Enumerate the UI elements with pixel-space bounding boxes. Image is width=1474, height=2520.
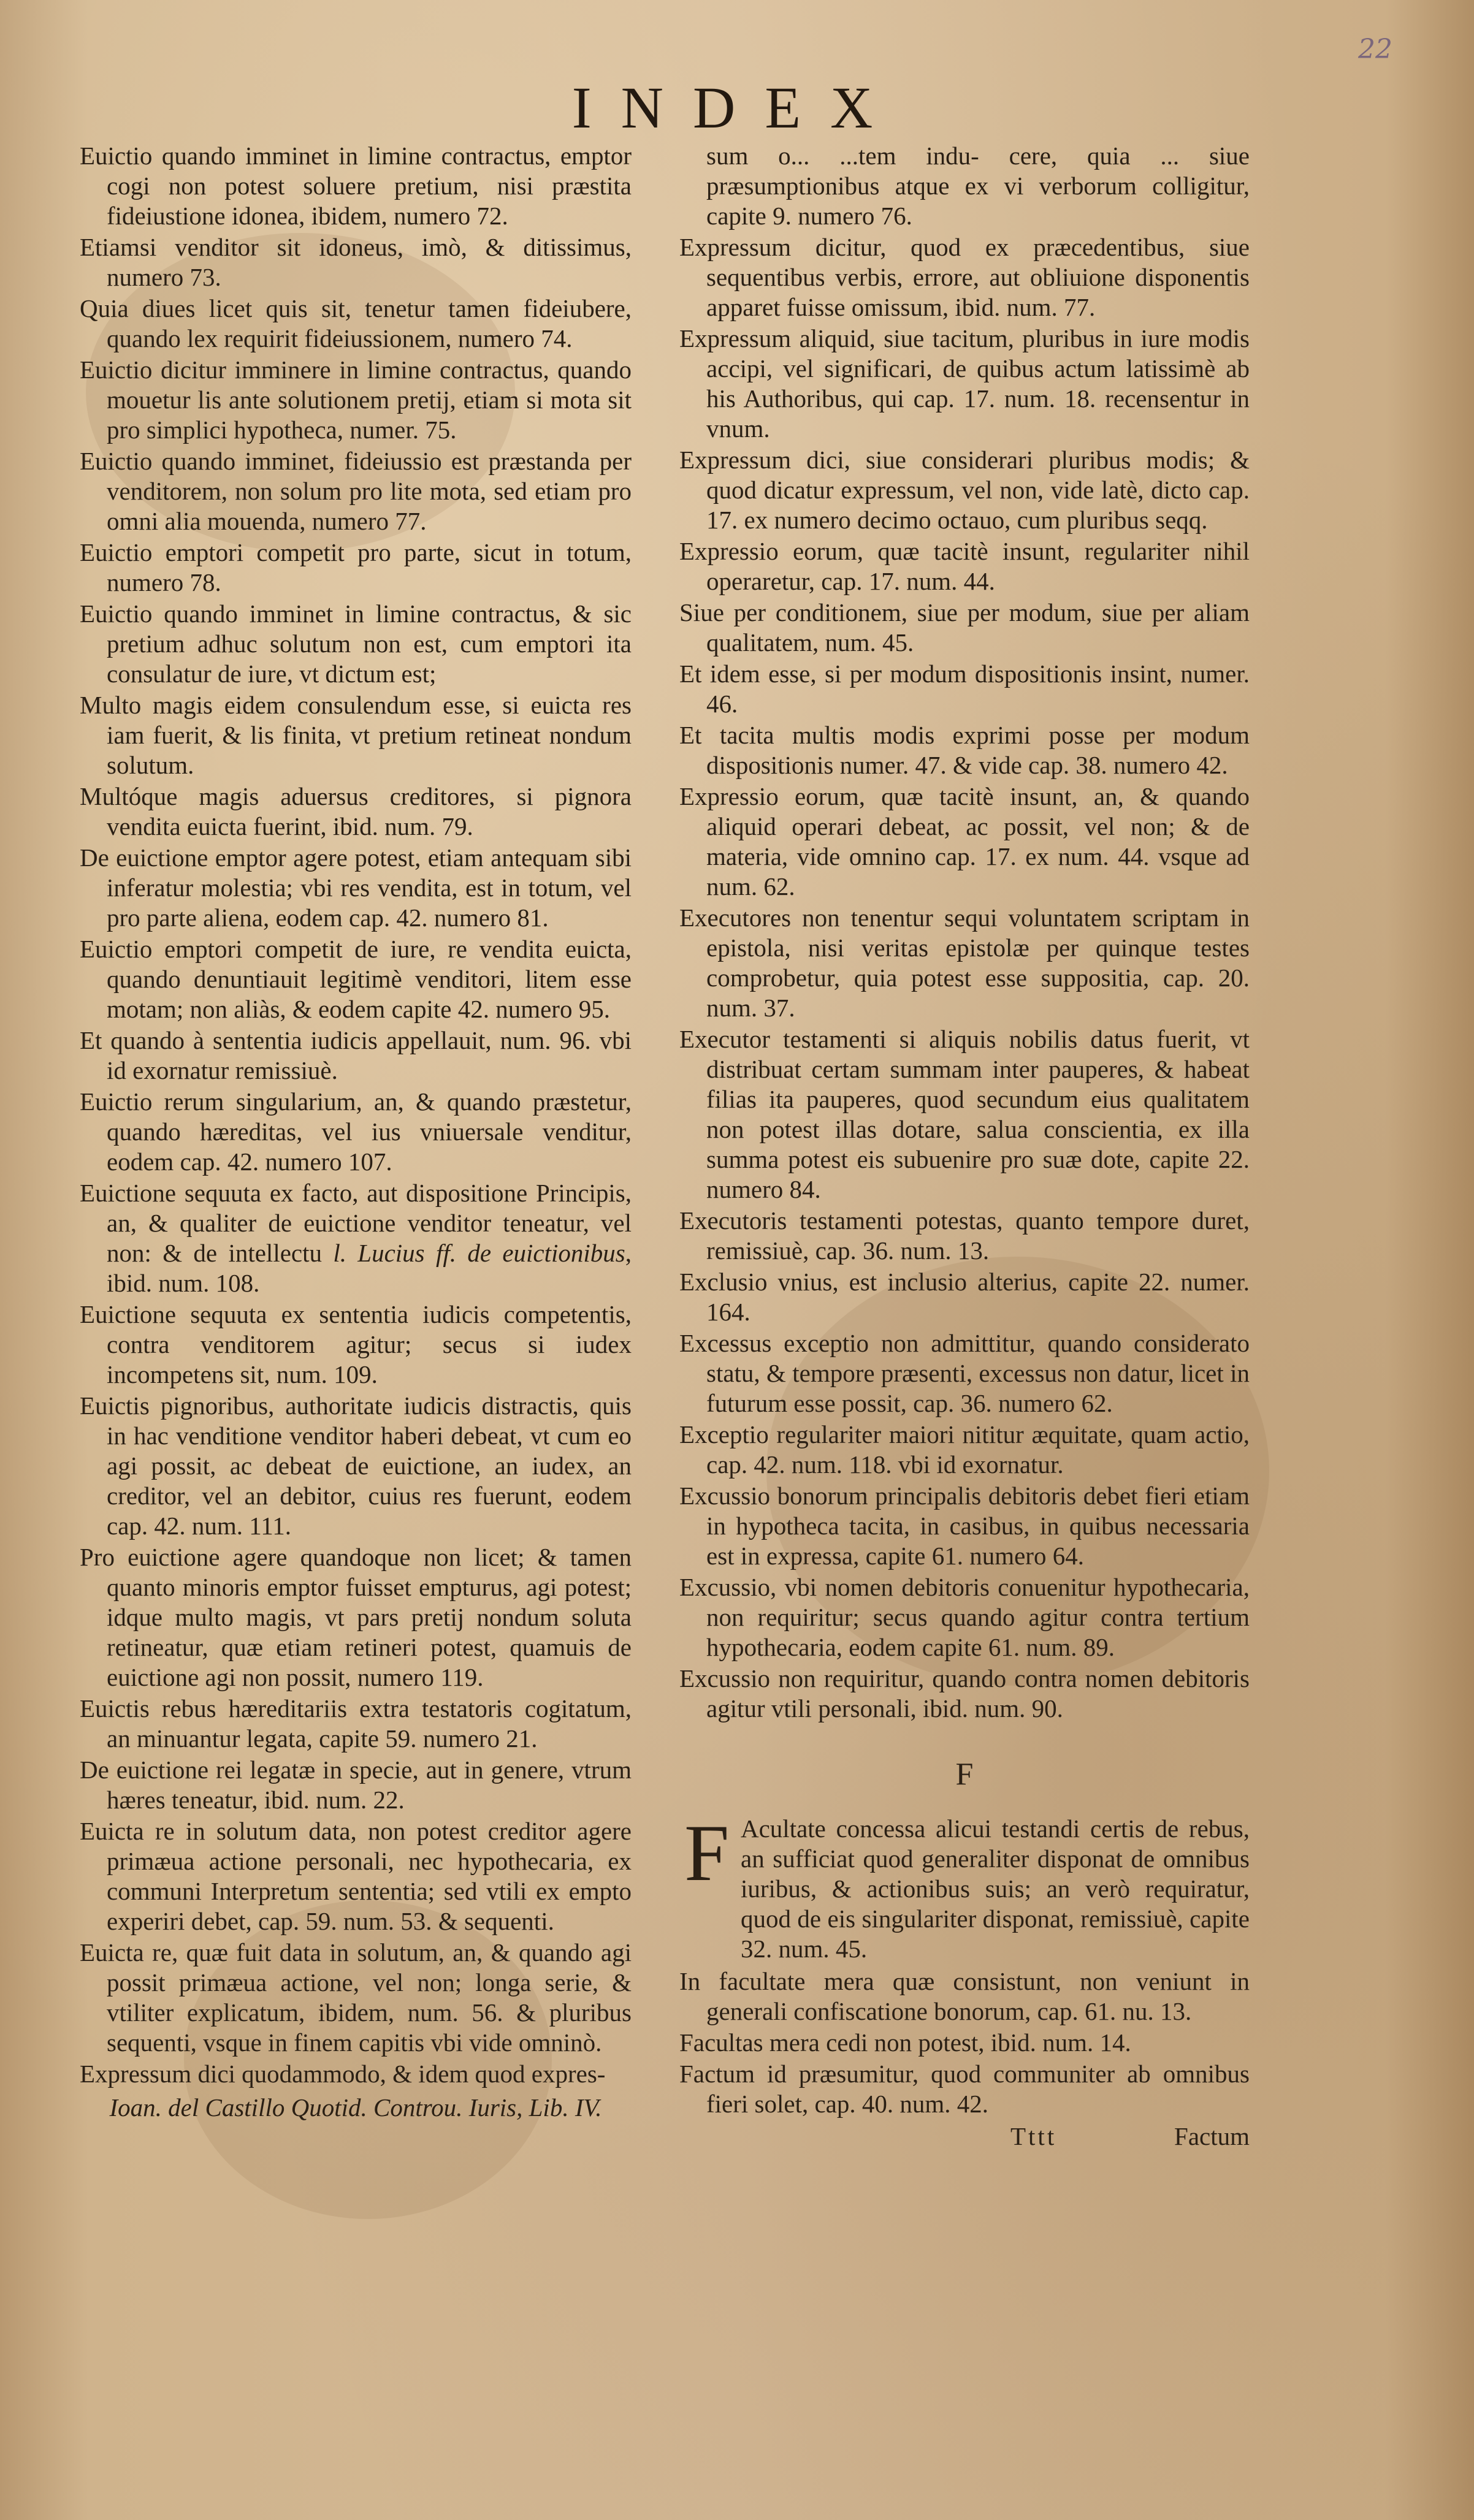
index-entry: Exceptio regulariter maiori nititur æquitate, quam actio, cap. 42. num. 118. vbi id exornatur. (679, 1420, 1250, 1479)
index-entry: De euictione rei legatæ in specie, aut in genere, vtrum hæres teneatur, ibid. num. 22. (80, 1756, 632, 1814)
index-entry: Excussio bonorum principalis debitoris debet fieri etiam in hypotheca tacita, in casibus, in quibus necessaria est in expressa, capite 61. numero 64. (679, 1482, 1250, 1570)
index-entry: Et idem esse, si per modum dispositionis insint, numer. 46. (679, 660, 1250, 718)
page-footer-title: Ioan. del Castillo Quotid. Controu. Iuris, Lib. IV. (109, 2093, 602, 2122)
index-entry: Excussio non requiritur, quando contra nomen debitoris agitur vtili personali, ibid. num. 90. (679, 1664, 1250, 1723)
index-entry: Euictio dicitur imminere in limine contractus, quando mouetur lis ante solutionem pretij, etiam si mota sit pro simplici hypotheca, numer. 75. (80, 356, 632, 444)
index-entry: Expressio eorum, quæ tacitè insunt, an, & quando aliquid operari debeat, ac possit, vel non; & de materia, vide omnino cap. 17. ex num. 44. vsque ad num. 62. (679, 782, 1250, 900)
entry-text: Euictione sequuta ex facto, aut dispositione Principis, an, & qualiter de euictione venditor teneatur, vel non: & de intellectu (80, 1179, 632, 1267)
folio-number: 22 (1358, 34, 1392, 65)
index-entry: Euictio emptori competit de iure, re vendita euicta, quando denuntiauit legitimè venditori, litem esse motam; non aliàs, & eodem capite 42. numero 95. (80, 935, 632, 1023)
index-entry: Euicta re in solutum data, non potest creditor agere primæua actione personali, nec hypothecaria, ex communi Interpretum sententia; sed vtili ex empto experiri debet, cap. 59. num. 53. & sequenti. (80, 1817, 632, 1935)
left-column (80, 141, 632, 2148)
index-entry: Expressum dici quodammodo, & idem quod expres- (80, 2060, 606, 2088)
index-entry: In facultate mera quæ consistunt, non veniunt in generali confiscatione bonorum, cap. 61. nu. 13. (679, 1967, 1250, 2025)
index-entry: Factum id præsumitur, quod communiter ab omnibus fieri solet, cap. 40. num. 42. (679, 2060, 1250, 2118)
signature-mark: Tttt (1010, 2122, 1057, 2150)
index-entry: Executores non tenentur sequi voluntatem scriptam in epistola, nisi veritas epistolæ per quinque testes comprobetur, quia potest esse suppositia, cap. 20. num. 37. (679, 904, 1250, 1022)
right-column (679, 141, 1250, 2153)
index-entry: Executor testamenti si aliquis nobilis datus fuerit, vt distribuat certam summam inter pauperes, & habeat filias ita pauperes, quod secundum eius qualitatem non potest illas dotare, salua conscientia, ex illa summa potest eis subuenire pro suæ dote, capite 22. numero 84. (679, 1025, 1250, 1203)
index-entry-continued: sum o... ...tem indu- cere, quia ... siue præsumptionibus atque ex vi verborum colligitur, capite 9. numero 76. (706, 142, 1250, 230)
index-entry: Euictio quando imminet in limine contractus, & sic pretium adhuc solutum non est, cum emptori ita consulatur de iure, vt dictum est; (80, 600, 632, 688)
index-entry: Euictio emptori competit pro parte, sicut in totum, numero 78. (80, 538, 632, 596)
index-entry: Euicta re, quæ fuit data in solutum, an, & quando agi possit primæua actione, vel non; longa serie, & vtiliter explicatum, ibidem, num. 56. & pluribus sequenti, vsque in finem capitis vbi vide omninò. (80, 1938, 632, 2057)
index-entry: Euictione sequuta ex sententia iudicis competentis, contra venditorem agitur; secus si iudex incompetens sit, num. 109. (80, 1300, 632, 1388)
index-entry: Facultas mera cedi non potest, ibid. num. 14. (679, 2028, 1131, 2057)
index-entry: Euictio rerum singularium, an, & quando præstetur, quando hæreditas, vel ius vniuersale venditur, eodem cap. 42. numero 107. (80, 1087, 632, 1176)
index-entry: Expressum dici, siue considerari pluribus modis; & quod dicatur expressum, vel non, vide latè, dicto cap. 17. ex numero decimo octauo, cum pluribus seqq. (679, 446, 1250, 534)
index-entry: Et quando à sententia iudicis appellauit, num. 96. vbi id exornatur remissiuè. (80, 1026, 632, 1084)
index-entry: Expressum aliquid, siue tacitum, pluribus in iure modis accipi, vel significari, de quibus actum latissimè ab his Authoribus, qui cap. 17. num. 18. recensentur in vnum. (679, 324, 1250, 443)
drop-cap-letter: F (684, 1808, 730, 1898)
index-entry: Exclusio vnius, est inclusio alterius, capite 22. numer. 164. (679, 1268, 1250, 1326)
index-entry: Et tacita multis modis exprimi posse per modum dispositionis numer. 47. & vide cap. 38. numero 42. (679, 721, 1250, 779)
running-title: INDEX (571, 75, 903, 140)
index-entry: Excussio, vbi nomen debitoris conuenitur hypothecaria, non requiritur; secus quando agitur contra tertium hypothecaria, eodem capite 61. num. 89. (679, 1573, 1250, 1661)
index-entry: Executoris testamenti potestas, quanto tempore duret, remissiuè, cap. 36. num. 13. (679, 1206, 1250, 1265)
index-entry: Multóque magis aduersus creditores, si pignora vendita euicta fuerint, ibid. num. 79. (80, 782, 632, 840)
entry-text: , ibid. num. 108. (107, 1239, 632, 1297)
index-entry: Euictio quando imminet, fideiussio est præstanda per venditorem, non solum pro lite mota, sed etiam pro omni alia mouenda, numero 77. (80, 447, 632, 535)
index-entry: Expressum dicitur, quod ex præcedentibus, siue sequentibus verbis, errore, aut obliuione disponentis apparet fuisse omissum, ibid. num. 77. (679, 233, 1250, 321)
index-entry: Expressio eorum, quæ tacitè insunt, regulariter nihil operaretur, cap. 17. num. 44. (679, 537, 1250, 595)
section-letter-heading: F (955, 1757, 974, 1792)
index-entry (80, 1178, 632, 1298)
index-entry: Multo magis eidem consulendum esse, si euicta res iam fuerit, & lis finita, vt pretium retineat nondum solutum. (80, 691, 632, 779)
index-entry: Euictio quando imminet in limine contractus, emptor cogi non potest soluere pretium, nisi præstita fideiustione idonea, ibidem, numero 72. (80, 142, 632, 230)
index-entry: Etiamsi venditor sit idoneus, imò, & ditissimus, numero 73. (80, 233, 632, 291)
index-entry: Euictis rebus hæreditariis extra testatoris cogitatum, an minuantur legata, capite 59. numero 21. (80, 1694, 632, 1753)
index-entry-dropcap (679, 1808, 1250, 1964)
index-entry: Siue per conditionem, siue per modum, siue per aliam qualitatem, num. 45. (679, 598, 1250, 657)
index-entry: Pro euictione agere quandoque non licet; & tamen quanto minoris emptor fuisset empturus, agi potest; idque multo magis, vt pars pretij nondum soluta retineatur, quæ etiam retineri potest, quamuis de euictione agi non possit, numero 119. (80, 1543, 632, 1691)
index-entry: De euictione emptor agere potest, etiam antequam sibi inferatur molestia; vbi res vendita, est in totum, vel pro parte aliena, eodem cap. 42. numero 81. (80, 843, 632, 932)
index-entry: Quia diues licet quis sit, tenetur tamen fideiubere, quando lex requirit fideiussionem, numero 74. (80, 294, 632, 352)
catchline (679, 2122, 1250, 2153)
index-entry: Euictis pignoribus, authoritate iudicis distractis, quis in hac venditione venditor haberi debeat, vt cum eo agi possit, ac debeat de euictione, an iudex, an creditor, vel an debitor, cuius res fuerunt, eodem cap. 42. num. 111. (80, 1391, 632, 1540)
entry-text: Acultate concessa alicui testandi certis de rebus, an sufficiat quod generaliter disponat de omnibus iuribus, & actionibus suis; an verò requiratur, quod de eis singulariter disponat, remissiuè, capite 32. num. 45. (741, 1814, 1250, 1963)
catchword: Factum (1174, 2122, 1250, 2150)
legal-citation: l. Lucius ff. de euictionibus (333, 1239, 625, 1267)
index-entry: Excessus exceptio non admittitur, quando considerato statu, & tempore præsenti, excessus non datur, licet in futurum esse possit, cap. 36. numero 62. (679, 1329, 1250, 1417)
